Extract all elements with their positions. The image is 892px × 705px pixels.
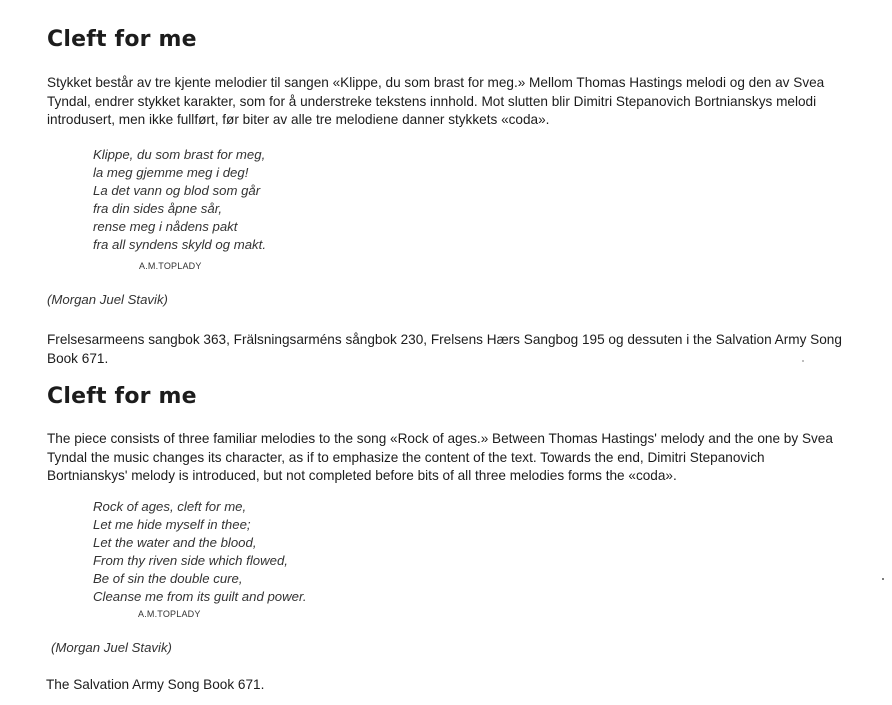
- english-references: The Salvation Army Song Book 671.: [46, 677, 265, 692]
- english-credit: (Morgan Juel Stavik): [51, 640, 172, 655]
- english-title: Cleft for me: [47, 384, 197, 409]
- poem-line: fra din sides åpne sår,: [93, 201, 223, 216]
- poem-line: la meg gjemme meg i deg!: [93, 165, 249, 180]
- poem-line: From thy riven side which flowed,: [93, 553, 288, 568]
- scan-speck: [802, 360, 804, 362]
- poem-line: Klippe, du som brast for meg,: [93, 147, 266, 162]
- poem-line: fra all syndens skyld og makt.: [93, 237, 266, 252]
- poem-line: Let the water and the blood,: [93, 535, 257, 550]
- norwegian-poem-author: A.M.TOPLADY: [139, 261, 202, 271]
- poem-line: Rock of ages, cleft for me,: [93, 499, 247, 514]
- norwegian-references: Frelsesarmeens sangbok 363, Frälsningsarméns sångbok 230, Frelsens Hærs Sangbog 195 og dessuten i the Salvation Army Song Book 671.: [47, 332, 842, 366]
- english-intro: The piece consists of three familiar melodies to the song «Rock of ages.» Between Thomas Hastings' melody and the one by Svea Tyndal the music changes its character, as if to emphasize the content of the text. Towards the end, Dimitri Stepanovich Bortnianskys' melody is introduced, but not completed before bits of all three melodies forms the «coda».: [47, 431, 833, 483]
- poem-line: Cleanse me from its guilt and power.: [93, 589, 307, 604]
- english-poem: [93, 498, 307, 606]
- poem-line: Be of sin the double cure,: [93, 571, 243, 586]
- poem-line: Let me hide myself in thee;: [93, 517, 251, 532]
- norwegian-poem: [93, 146, 266, 254]
- norwegian-intro: Stykket består av tre kjente melodier til sangen «Klippe, du som brast for meg.» Mellom Thomas Hastings melodi og den av Svea Tyndal, endrer stykket karakter, som for å understreke tekstens innhold. Mot slutten blir Dimitri Stepanovich Bortnianskys melodi introdusert, men ikke fullført, før biter av alle tre melodiene danner stykkets «coda».: [47, 75, 825, 127]
- english-poem-author: A.M.TOPLADY: [138, 609, 201, 619]
- poem-line: La det vann og blod som går: [93, 183, 261, 198]
- scan-speck: [882, 578, 884, 580]
- norwegian-title: Cleft for me: [47, 27, 197, 52]
- norwegian-credit: (Morgan Juel Stavik): [47, 292, 168, 307]
- poem-line: rense meg i nådens pakt: [93, 219, 238, 234]
